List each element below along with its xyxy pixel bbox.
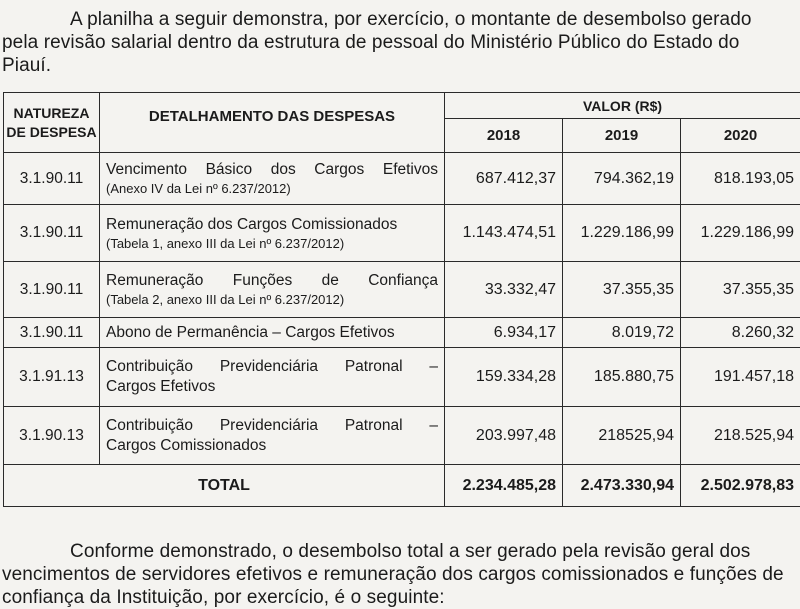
value-2018-cell: 6.934,17 — [445, 318, 563, 348]
intro-line-2: pela revisão salarial dentro da estrutura de pessoal do Ministério Público do Estado do — [0, 31, 800, 54]
table-row — [4, 262, 800, 318]
descricao-text-2: Cargos Comissionados — [106, 436, 444, 456]
value-2020-cell: 818.193,05 — [681, 153, 800, 205]
descricao-cell — [100, 318, 445, 348]
value-2018-cell: 687.412,37 — [445, 153, 563, 205]
intro-line-3: Piauí. — [0, 54, 800, 77]
expense-table — [3, 92, 800, 507]
value-2020-cell: 8.260,32 — [681, 318, 800, 348]
header-valor: VALOR (R$) — [445, 93, 800, 119]
value-2020-cell: 1.229.186,99 — [681, 205, 800, 262]
natureza-cell: 3.1.90.11 — [4, 262, 100, 318]
total-2019-cell: 2.473.330,94 — [563, 465, 681, 507]
descricao-cell — [100, 153, 445, 205]
descricao-cell — [100, 407, 445, 465]
value-2018-cell: 159.334,28 — [445, 348, 563, 407]
descricao-cell — [100, 348, 445, 407]
total-row — [4, 465, 800, 507]
outro-line-3: confiança da Instituição, por exercício, é o seguinte: — [0, 586, 800, 609]
header-natureza — [4, 93, 100, 153]
value-2019-cell: 1.229.186,99 — [563, 205, 681, 262]
descricao-text: Remuneração Funções de Confiança — [106, 271, 444, 291]
descricao-text: Contribuição Previdenciária Patronal – — [106, 357, 444, 377]
natureza-cell: 3.1.90.11 — [4, 153, 100, 205]
header-natureza-line2: DE DESPESA — [4, 123, 99, 142]
outro-line-2: vencimentos de servidores efetivos e remuneração dos cargos comissionados e funções de — [0, 563, 800, 586]
header-year-2019: 2019 — [563, 119, 681, 153]
total-2020-cell: 2.502.978,83 — [681, 465, 800, 507]
value-2020-cell: 37.355,35 — [681, 262, 800, 318]
descricao-cell — [100, 205, 445, 262]
descricao-text: Abono de Permanência – Cargos Efetivos — [106, 323, 444, 343]
value-2020-cell: 218.525,94 — [681, 407, 800, 465]
header-detalhamento: DETALHAMENTO DAS DESPESAS — [100, 93, 445, 153]
natureza-cell: 3.1.90.13 — [4, 407, 100, 465]
intro-paragraph — [0, 8, 800, 77]
descricao-text: Remuneração dos Cargos Comissionados — [106, 215, 444, 235]
value-2019-cell: 8.019,72 — [563, 318, 681, 348]
value-2018-cell: 203.997,48 — [445, 407, 563, 465]
descricao-text: Contribuição Previdenciária Patronal – — [106, 416, 444, 436]
descricao-text-2: Cargos Efetivos — [106, 377, 444, 397]
value-2019-cell: 218525,94 — [563, 407, 681, 465]
table-row — [4, 318, 800, 348]
intro-line-1: A planilha a seguir demonstra, por exercício, o montante de desembolso gerado — [0, 8, 800, 31]
referencia-text: (Tabela 1, anexo III da Lei nº 6.237/2012) — [106, 235, 444, 252]
header-year-2020: 2020 — [681, 119, 800, 153]
table-row — [4, 348, 800, 407]
value-2019-cell: 794.362,19 — [563, 153, 681, 205]
value-2018-cell: 1.143.474,51 — [445, 205, 563, 262]
descricao-text: Vencimento Básico dos Cargos Efetivos — [106, 160, 444, 180]
total-label: TOTAL — [4, 465, 445, 507]
value-2020-cell: 191.457,18 — [681, 348, 800, 407]
value-2019-cell: 37.355,35 — [563, 262, 681, 318]
value-2018-cell: 33.332,47 — [445, 262, 563, 318]
table-row — [4, 407, 800, 465]
natureza-cell: 3.1.90.11 — [4, 318, 100, 348]
referencia-text: (Tabela 2, anexo III da Lei nº 6.237/2012) — [106, 291, 444, 308]
total-2018-cell: 2.234.485,28 — [445, 465, 563, 507]
outro-line-1: Conforme demonstrado, o desembolso total a ser gerado pela revisão geral dos — [0, 540, 800, 563]
header-year-2018: 2018 — [445, 119, 563, 153]
descricao-cell — [100, 262, 445, 318]
referencia-text: (Anexo IV da Lei nº 6.237/2012) — [106, 180, 444, 197]
table-row — [4, 205, 800, 262]
value-2019-cell: 185.880,75 — [563, 348, 681, 407]
natureza-cell: 3.1.90.11 — [4, 205, 100, 262]
natureza-cell: 3.1.91.13 — [4, 348, 100, 407]
header-natureza-line1: NATUREZA — [4, 104, 99, 123]
table-row — [4, 153, 800, 205]
outro-paragraph — [0, 540, 800, 609]
